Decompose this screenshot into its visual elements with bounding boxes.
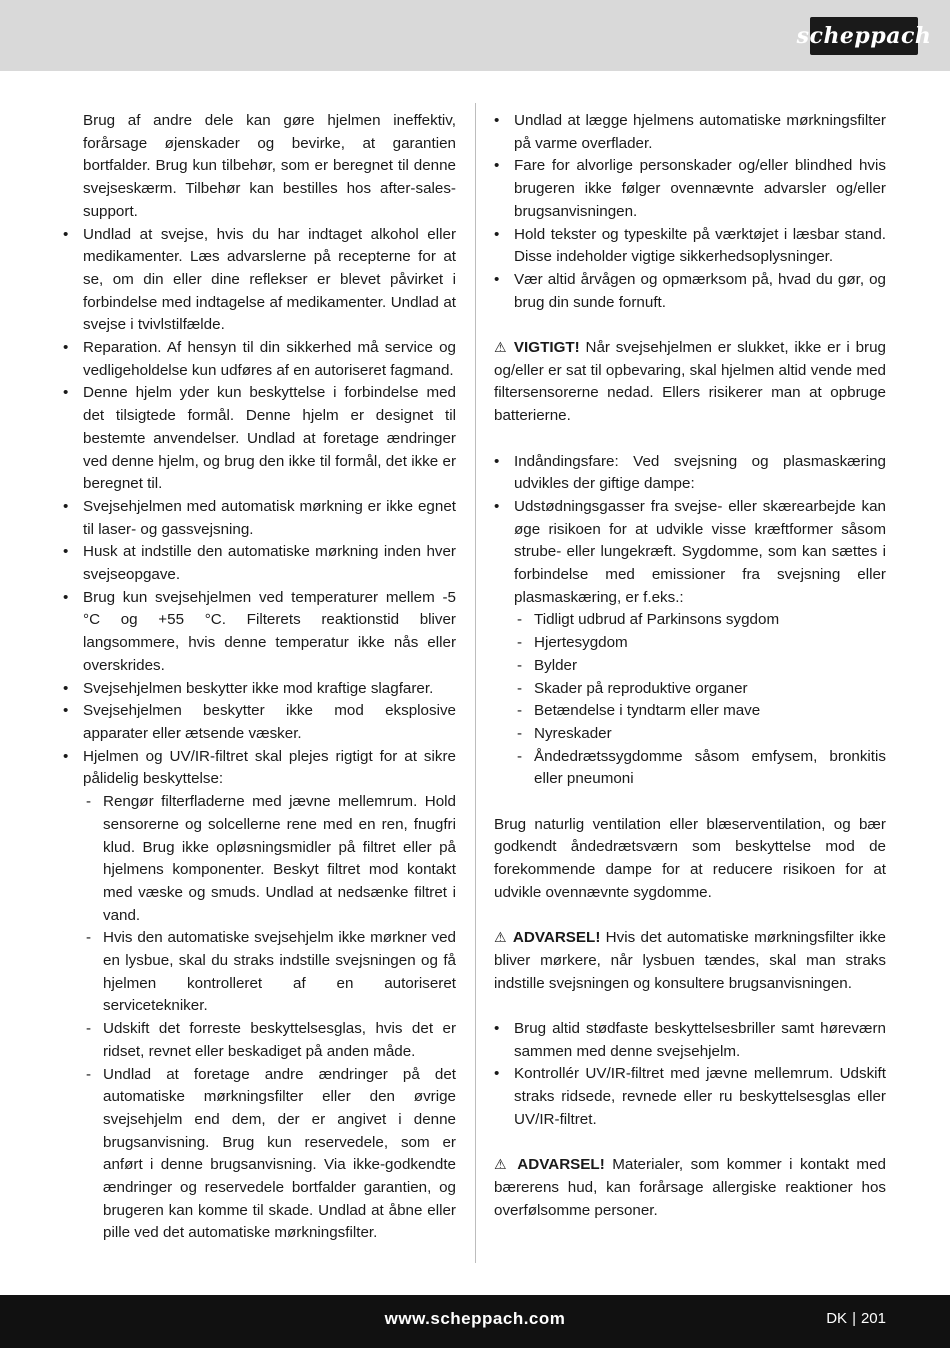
notice-label: ADVARSEL! xyxy=(517,1156,605,1174)
list-item: - Undlad at foretage andre ændringer på det automatiske mørkningsfilter eller den øvrige svejsehjelm end dem, der er angivet i denne brugsanvisning. Brug kun reservedele, som er anført i denne brugsanvisning. Via ikke-godkendte ændringer og reservedele bortfalder garantien, og brugeren kan komme til skade. Undlad at åbne eller pille ved det automatiske mørkningsfilter. xyxy=(83,1064,456,1246)
intro-paragraph: Brug af andre dele kan gøre hjelmen ineffektiv, forårsage øjenskader og bevirke, at garantien bortfalder. Brug kun tilbehør, som er beregnet til denne svejseskærm. Tilbehør kan bestilles hos after-sales-support. xyxy=(83,112,456,220)
list-item: • Denne hjelm yder kun beskyttelse i forbindelse med det tilsigtede formål. Denne hjelm er designet til bestemte anvendelser. Undlad at foretage ændringer ved denne hjelm, og brug den ikke til formål, det ikke er beregnet til. xyxy=(63,382,456,496)
list-item: • Hold tekster og typeskilte på værktøjet i læsbar stand. Disse indeholder vigtige sikkerhedsoplysninger. xyxy=(494,224,886,269)
list-item-care xyxy=(63,746,456,1245)
notice-label: ADVARSEL! xyxy=(512,929,601,947)
notice-text: Materialer, som kommer i kontakt med bærerens hud, kan forårsage allergiske reaktioner hos overfølsomme personer. xyxy=(494,1156,886,1219)
column-divider xyxy=(475,103,476,1263)
disease-dash-list xyxy=(514,609,886,791)
list-item: • Fare for alvorlige personskader og/eller blindhed hvis brugeren ikke følger ovennævnte advarsler og/eller brugsanvisningen. xyxy=(494,155,886,223)
page-number-label xyxy=(826,1310,886,1327)
notice-text: Hvis det automatiske mørkningsfilter ikke bliver mørkere, når lysbuen tændes, skal man straks indstille svejsningen og konsultere brugsanvisningen. xyxy=(494,929,886,992)
ventilation-paragraph: Brug naturlig ventilation eller blæserventilation, og bær godkendt åndedrætsværn som beskyttelse mod de forekommende dampe for at reducere risikoen for at udvikle ovennævnte sygdomme. xyxy=(494,815,886,901)
list-item: • Husk at indstille den automatiske mørkning inden hver svejseopgave. xyxy=(63,541,456,586)
right-bullet-list-hazard xyxy=(494,451,886,792)
notice-important xyxy=(494,337,886,428)
list-item: • Svejsehjelmen med automatisk mørkning er ikke egnet til laser- og gassvejsning. xyxy=(63,496,456,541)
list-item: - Skader på reproduktive organer xyxy=(514,678,886,701)
list-item: • Undlad at svejse, hvis du har indtaget alkohol eller medikamenter. Læs advarslerne på recepterne for at se, om din eller dine reflekser er blevet påvirket i forbindelse med indtagelse af medikamenter. Undlad at svejse i tvivlstilfælde. xyxy=(63,224,456,338)
care-dash-list xyxy=(83,791,456,1245)
notice-warning xyxy=(494,927,886,995)
list-item: • Undlad at lægge hjelmens automatiske mørkningsfilter på varme overflader. xyxy=(494,110,886,155)
diseases-intro: Udstødningsgasser fra svejse- eller skærearbejde kan øge risikoen for at udvikle visse kræftformer såsom strube- eller lungekræft. Sygdomme, som kan sættes i forbindelse med emissioner fra svejsning eller plasmaskæring, er f.eks.: xyxy=(514,497,886,606)
care-intro: Hjelmen og UV/IR-filtret skal plejes rigtigt for at sikre pålidelig beskyttelse: xyxy=(83,747,456,788)
warning-triangle-icon: ⚠ xyxy=(494,340,509,357)
notice-label: VIGTIGT! xyxy=(513,339,580,357)
list-item: • Svejsehjelmen beskytter ikke mod kraftige slagfarer. xyxy=(63,678,456,701)
list-item: - Nyreskader xyxy=(514,723,886,746)
page-footer xyxy=(0,1295,950,1348)
list-item: - Åndedrætssygdomme såsom emfysem, bronkitis eller pneumoni xyxy=(514,746,886,791)
list-item: - Hjertesygdom xyxy=(514,632,886,655)
left-bullet-list xyxy=(63,224,456,1246)
footer-separator: | xyxy=(852,1310,856,1327)
list-item: • Kontrollér UV/IR-filtret med jævne mellemrum. Udskift straks ridsede, revnede eller ru beskyttelsesglas eller UV/IR-filtret. xyxy=(494,1063,886,1131)
list-item: - Hvis den automatiske svejsehjelm ikke mørkner ved en lysbue, skal du straks indstille svejsningen og få hjelmen kontrolleret af en autoriseret servicetekniker. xyxy=(83,927,456,1018)
page-number: 201 xyxy=(860,1310,886,1327)
notice-warning xyxy=(494,1154,886,1222)
language-code: DK xyxy=(826,1310,848,1327)
list-item: - Rengør filterfladerne med jævne mellemrum. Hold sensorerne og solcellerne rene med en ren, fnugfri klud. Brug ikke opløsningsmidler på filtret eller på hjelmens komponenter. Beskyt filtret mod kontakt med væske og smuds. Undlad at nedsænke filtret i vand. xyxy=(83,791,456,927)
notice-text: Når svejsehjelmen er slukket, ikke er i brug og/eller er sat til opbevaring, skal hjelmen altid vende med filtersensorerne nedad. Ellers risikerer man at opbruge batterierne. xyxy=(494,339,886,425)
footer-url: www.scheppach.com xyxy=(384,1309,566,1328)
list-item-diseases xyxy=(494,496,886,791)
warning-triangle-icon: ⚠ xyxy=(494,1157,510,1174)
list-item: • Svejsehjelmen beskytter ikke mod eksplosive apparater eller ætsende væsker. xyxy=(63,700,456,745)
warning-triangle-icon: ⚠ xyxy=(494,930,508,947)
list-item: - Udskift det forreste beskyttelsesglas, hvis det er ridset, revnet eller beskadiget på anden måde. xyxy=(83,1018,456,1063)
page-header xyxy=(0,0,950,71)
list-item: • Vær altid årvågen og opmærksom på, hvad du gør, og brug din sunde fornuft. xyxy=(494,269,886,314)
right-column xyxy=(494,110,886,1222)
list-item: • Brug altid stødfaste beskyttelsesbriller samt høreværn sammen med denne svejsehjelm. xyxy=(494,1018,886,1063)
list-item: - Tidligt udbrud af Parkinsons sygdom xyxy=(514,609,886,632)
list-item: - Bylder xyxy=(514,655,886,678)
right-bullet-list-top xyxy=(494,110,886,314)
right-bullet-list-protect xyxy=(494,1018,886,1132)
scheppach-logo: scheppach xyxy=(810,17,918,55)
list-item: • Reparation. Af hensyn til din sikkerhed må service og vedligeholdelse kun udføres af en autoriseret fagmand. xyxy=(63,337,456,382)
list-item: - Betændelse i tyndtarm eller mave xyxy=(514,700,886,723)
list-item: • Brug kun svejsehjelmen ved temperaturer mellem -5 °C og +55 °C. Filterets reaktionstid bliver langsommere, hvis denne temperatur ikke nås eller overskrides. xyxy=(63,587,456,678)
left-column xyxy=(63,110,456,1245)
list-item: • Indåndingsfare: Ved svejsning og plasmaskæring udvikles der giftige dampe: xyxy=(494,451,886,496)
